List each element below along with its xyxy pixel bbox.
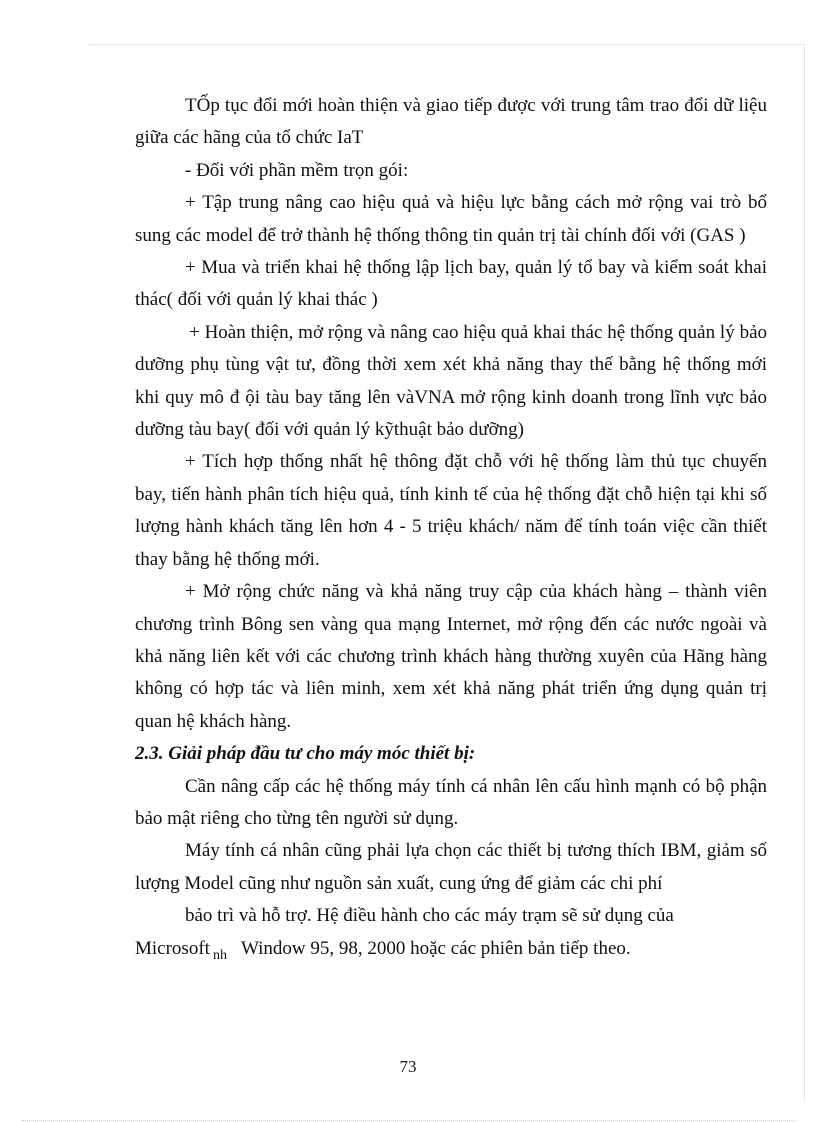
paragraph-ibm-compatible: Máy tính cá nhân cũng phải lựa chọn các thiết bị tương thích IBM, giảm số lượng Model cũng như nguồn sản xuất, cung ứng để giảm các chi phí — [135, 840, 767, 894]
os-vendor-text: Microsoft — [135, 937, 210, 959]
paragraph-os-support: bảo trì và hỗ trợ. Hệ điều hành cho các máy trạm sẽ sử dụng của — [185, 905, 674, 927]
stray-subscript: nh — [212, 947, 227, 963]
paragraph-financial-system: + Tập trung nâng cao hiệu quả và hiệu lực bằng cách mở rộng vai trò bổ sung các model để trở thành hệ thống thông tin quản trị tài chính đối với (GAS ) — [135, 192, 767, 246]
paragraph-reservation-integration: + Tích hợp thống nhất hệ thông đặt chỗ với hệ thống làm thủ tục chuyến bay, tiến hành phân tích hiệu quả, tính kinh tế của hệ thống đặt chỗ hiện tại khi số lượng hành khách tăng lên hơn 4 - 5 triệu khách/ năm để tính toán việc cần thiết thay bằng hệ thống mới. — [135, 451, 767, 570]
document-body — [135, 90, 767, 972]
page-number: 73 — [399, 1057, 417, 1076]
paragraph-windows-versions — [135, 933, 767, 972]
paragraph-pc-upgrade: Cần nâng cấp các hệ thống máy tính cá nhân lên cấu hình mạnh có bộ phận bảo mật riêng cho từng tên người sử dụng. — [135, 775, 767, 829]
os-versions-text: Window 95, 98, 2000 hoặc các phiên bản tiếp theo. — [240, 937, 631, 959]
bottom-dotted-rule — [22, 1120, 794, 1121]
section-heading: 2.3. Giải pháp đầu tư cho máy móc thiết bị: — [135, 743, 476, 765]
paragraph-data-exchange: TỐp tục đổi mới hoàn thiện và giao tiếp được với trung tâm trao đổi dữ liệu giữa các hãng của tổ chức IaT — [135, 95, 767, 149]
paragraph-software-heading: - Đối với phần mềm trọn gói: — [185, 159, 409, 181]
paragraph-flight-scheduling: + Mua và triển khai hệ thống lập lịch bay, quản lý tổ bay và kiểm soát khai thác( đối với quản lý khai thác ) — [135, 257, 767, 311]
paragraph-customer-access: + Mở rộng chức năng và khả năng truy cập của khách hàng – thành viên chương trình Bông sen vàng qua mạng Internet, mở rộng đến các nước ngoài và khả năng liên kết với các chương trình khách hàng thường xuyên của Hãng hàng không có hợp tác và liên minh, xem xét khả năng phát triển ứng dụng quản trị quan hệ khách hàng. — [135, 581, 767, 732]
paragraph-maintenance-system: + Hoàn thiện, mở rộng và nâng cao hiệu quả khai thác hệ thống quản lý bảo dưỡng phụ tùng vật tư, đồng thời xem xét khả năng thay thế bằng hệ thống mới khi quy mô đ ội tàu bay tăng lên vàVNA mở rộng kinh doanh trong lĩnh vực bảo dưỡng tàu bay( đối với quản lý kỹthuật bảo dưỡng) — [135, 321, 767, 441]
